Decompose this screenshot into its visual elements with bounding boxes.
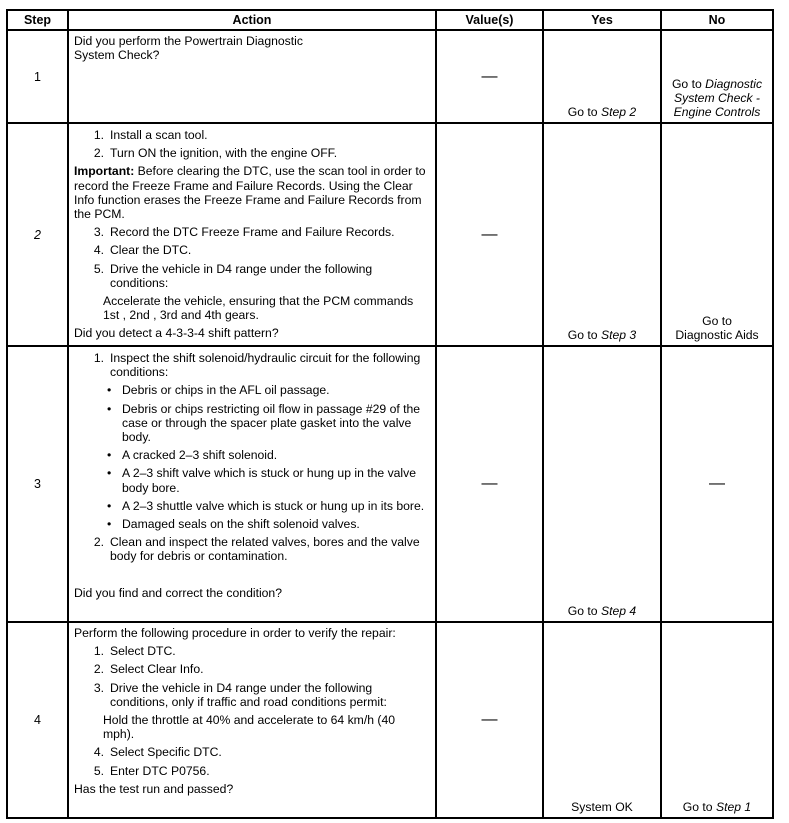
list-item: 4. Select Specific DTC. — [93, 745, 222, 760]
question-text: Has the test run and passed? — [74, 781, 234, 796]
diagnostic-table — [6, 9, 774, 819]
list-item: 1. Install a scan tool. — [93, 128, 208, 142]
no-link[interactable]: Engine Controls — [673, 105, 761, 119]
yes-cell: System OK — [543, 622, 661, 818]
step-number: 3 — [7, 346, 68, 622]
no-cell: Go to Step 1 — [661, 622, 773, 818]
bullet-item: • A cracked 2–3 shift solenoid. — [107, 448, 278, 463]
no-link[interactable]: System Check - — [673, 91, 760, 105]
sub-instruction: Accelerate the vehicle, ensuring that the PCM commands 1st , 2nd , 3rd and 4th gears. — [103, 294, 414, 323]
intro-text: Perform the following procedure in order to verify the repair: — [74, 626, 396, 640]
no-cell: Go to Diagnostic System Check - Engine Controls — [661, 30, 773, 123]
list-item: 3. Record the DTC Freeze Frame and Failure Records. — [93, 225, 395, 240]
action-text: System Check? — [74, 48, 160, 63]
header-action: Action — [68, 10, 436, 30]
list-item: 3. Drive the vehicle in D4 range under the following conditions, only if traffic and road conditions permit: — [93, 680, 387, 709]
header-values: Value(s) — [436, 10, 543, 30]
yes-link[interactable]: Step 3 — [600, 328, 637, 342]
step-number: 4 — [7, 622, 68, 818]
header-step: Step — [7, 10, 68, 30]
header-no: No — [661, 10, 773, 30]
list-item: 1. Select DTC. — [93, 644, 176, 659]
table-row-step-3 — [7, 346, 773, 622]
step-number: 1 — [7, 30, 68, 123]
no-link[interactable]: Diagnostic — [705, 77, 763, 91]
value-dash: — — [436, 30, 543, 123]
header-yes: Yes — [543, 10, 661, 30]
yes-cell: Go to Step 4 — [543, 346, 661, 622]
no-cell: Go to Diagnostic Aids — [661, 123, 773, 346]
table-row-step-4 — [7, 622, 773, 818]
list-item: 5. Enter DTC P0756. — [93, 763, 210, 778]
list-item: 1. Inspect the shift solenoid/hydraulic circuit for the following conditions: — [93, 351, 421, 380]
action-cell — [68, 346, 436, 622]
list-item: 2. Clean and inspect the related valves, bores and the valve body for debris or contamination. — [93, 535, 420, 564]
sub-instruction: Hold the throttle at 40% and accelerate to 64 km/h (40 mph). — [103, 713, 395, 742]
no-link[interactable]: Step 1 — [715, 800, 752, 814]
value-dash: — — [436, 346, 543, 622]
yes-cell: Go to Step 3 — [543, 123, 661, 346]
list-item: 5. Drive the vehicle in D4 range under the following conditions: — [93, 261, 373, 290]
list-item: 4. Clear the DTC. — [93, 243, 192, 258]
bullet-item: • A 2–3 shift valve which is stuck or hung up in the valve body bore. — [107, 466, 417, 495]
table-row-step-2 — [7, 123, 773, 346]
header-row — [7, 10, 773, 30]
bullet-item: • A 2–3 shuttle valve which is stuck or hung up in its bore. — [107, 498, 425, 513]
value-dash: — — [436, 123, 543, 346]
action-text: Did you perform the Powertrain Diagnostic — [74, 34, 303, 48]
yes-cell: Go to Step 2 — [543, 30, 661, 123]
yes-link[interactable]: Step 4 — [600, 604, 637, 618]
no-link[interactable]: Diagnostic Aids — [675, 328, 759, 342]
list-item: 2. Turn ON the ignition, with the engine OFF. — [93, 146, 338, 161]
important-note: Important: Before clearing the DTC, use the scan tool in order to record the Freeze Frame and Failure Records. Using the Clear Info function erases the Freeze Frame and Failure Records from the PCM. — [74, 164, 426, 222]
action-cell — [68, 30, 436, 123]
table-row-step-1 — [7, 30, 773, 123]
list-item: 2. Select Clear Info. — [93, 662, 204, 677]
step-number: 2 — [7, 123, 68, 346]
question-text: Did you detect a 4-3-3-4 shift pattern? — [74, 326, 279, 341]
action-cell — [68, 622, 436, 818]
action-cell — [68, 123, 436, 346]
value-dash: — — [436, 622, 543, 818]
bullet-item: • Debris or chips in the AFL oil passage. — [107, 383, 330, 398]
question-text: Did you find and correct the condition? — [74, 585, 282, 600]
no-dash: — — [661, 346, 773, 622]
bullet-item: • Debris or chips restricting oil flow in passage #29 of the case or through the spacer plate gasket into the valve body. — [107, 401, 421, 445]
yes-link[interactable]: Step 2 — [600, 105, 637, 119]
bullet-item: • Damaged seals on the shift solenoid valves. — [107, 517, 360, 532]
